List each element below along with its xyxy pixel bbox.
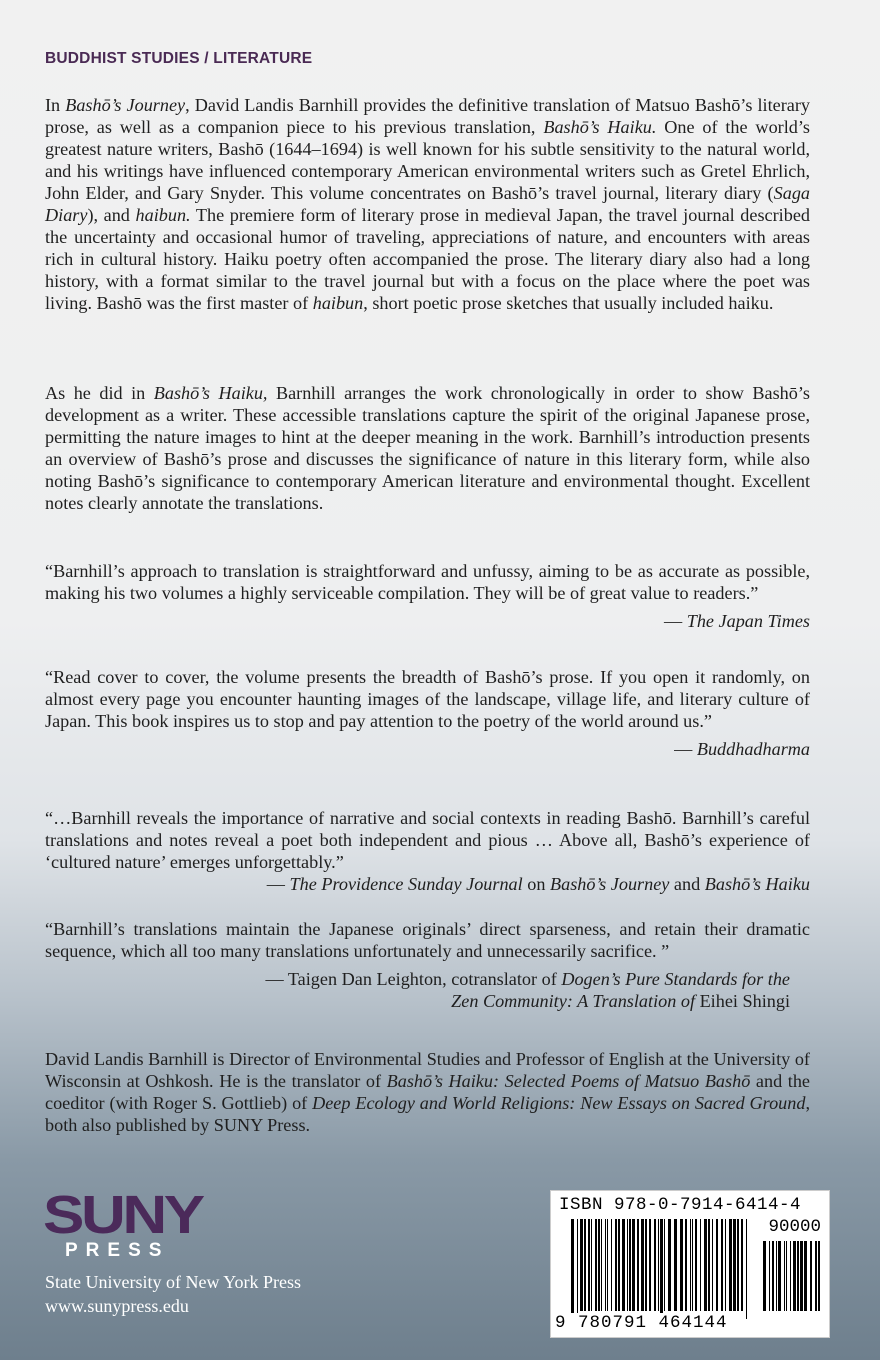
barcode-bar (804, 1241, 807, 1311)
barcode-bar (685, 1219, 687, 1311)
barcode-bar (622, 1219, 625, 1311)
barcode-bar (654, 1219, 656, 1311)
barcode-bar (649, 1219, 651, 1311)
barcode-bar (627, 1219, 628, 1311)
barcode-bar (793, 1241, 796, 1311)
suny-press-logo (43, 1185, 202, 1261)
barcode-bar (741, 1219, 743, 1311)
barcode-bar (763, 1241, 766, 1311)
isbn-barcode (550, 1190, 830, 1338)
press-logo-word: PRESS (65, 1240, 170, 1261)
barcode-bar (645, 1219, 647, 1311)
barcode-bar (611, 1219, 612, 1311)
quote-text: “Barnhill’s approach to translation is straightforward and unfussy, aiming to be as accurate as possible, making his two volumes a highly serviceable compilation. They will be of great value to readers.” (45, 561, 810, 603)
barcode-bar (708, 1219, 710, 1311)
barcode-bar (725, 1219, 726, 1311)
barcode-bar (746, 1219, 747, 1319)
barcode-bar (810, 1241, 812, 1311)
barcode-bar (695, 1219, 697, 1311)
review-quote-japan-times (45, 560, 810, 632)
isbn-label: ISBN 978-0-7914-6414-4 (559, 1195, 802, 1215)
review-quote-taigen-dan-leighton (45, 918, 810, 1012)
barcode-bar (584, 1219, 586, 1311)
barcode-bar (591, 1219, 592, 1311)
barcode-bar (784, 1241, 785, 1311)
barcode-bar (618, 1219, 620, 1311)
barcode-bar (721, 1219, 723, 1311)
barcode-bar (704, 1219, 707, 1311)
barcode-bar (818, 1241, 820, 1311)
barcode-bar (790, 1241, 791, 1311)
quote-attribution: — The Providence Sunday Journal on Bashō’s Journey and Bashō’s Haiku (266, 874, 810, 894)
barcode-bar (674, 1219, 677, 1311)
barcode-bar (637, 1219, 639, 1311)
barcode-bar (692, 1219, 693, 1311)
barcode-bar (660, 1219, 663, 1319)
description-paragraph-2: As he did in Bashō’s Haiku, Barnhill arranges the work chronologically in order to show Bashō’s development as a writer. These accessible translations capture the spirit of the original Japanese prose, permitting the nature images to hint at the deeper meaning in the work. Barnhill’s introduction presents an overview of Bashō’s prose and discusses the significance of nature in this literary form, while also noting Bashō’s significance to contemporary American literature and environmental thought. Excellent notes clearly annotate the translations. (45, 383, 810, 513)
quote-text: “Read cover to cover, the volume presents the breadth of Bashō’s prose. If you open it randomly, on almost every page you encounter haunting images of the landscape, village life, and literary culture of Japan. This book inspires us to stop and pay attention to the poetry of the world around us.” (45, 667, 810, 731)
barcode-bar (607, 1219, 608, 1311)
addon-barcode-bars (763, 1241, 821, 1319)
barcode-bar (800, 1241, 803, 1311)
author-bio-paragraph: David Landis Barnhill is Director of Environmental Studies and Professor of English at the University of Wisconsin at Oshkosh. He is the translator of Bashō’s Haiku: Selected Poems of Matsuo Bashō and the coeditor (with Roger S. Gottlieb) of Deep Ecology and World Religions: New Essays on Sacred Ground, both also published by SUNY Press. (45, 1049, 810, 1135)
review-quote-providence-journal (45, 807, 810, 895)
barcode-bar (772, 1241, 774, 1311)
barcode-bar (641, 1219, 644, 1311)
price-code: 90000 (768, 1217, 821, 1237)
barcode-bar (733, 1219, 736, 1311)
category-heading: BUDDHIST STUDIES / LITERATURE (45, 50, 313, 67)
barcode-bar (615, 1219, 617, 1311)
quote-text: “Barnhill’s translations maintain the Japanese originals’ direct sparseness, and retain their dramatic sequence, which all too many translations unfortunately and unnecessarily sacrifice. ” (45, 919, 810, 961)
ean-digits: 9 780791 464144 (555, 1313, 728, 1333)
barcode-bar (577, 1219, 578, 1319)
barcode-bar (700, 1219, 701, 1311)
barcode-bar (605, 1219, 606, 1311)
barcode-bar (595, 1219, 597, 1311)
quote-text: “…Barnhill reveals the importance of narrative and social contexts in reading Bashō. Barnhill’s careful translations and notes reveal a poet both independent and pious … Above all, Bashō’s experience of ‘cultured nature’ emerges unforgettably.” (45, 808, 810, 872)
quote-attribution: — Taigen Dan Leighton, cotranslator of Dogen’s Pure Standards for the Zen Community: A Translation of Eihei Shingi (265, 969, 790, 1011)
barcode-bar (729, 1219, 732, 1311)
ean-barcode-bars (571, 1219, 751, 1319)
barcode-bar (776, 1241, 777, 1311)
description-paragraph-1: In Bashō’s Journey, David Landis Barnhill provides the definitive translation of Matsuo Bashō’s literary prose, as well as a companion piece to his previous translation, Bashō’s Haiku. One of the world’s greatest nature writers, Bashō (1644–1694) is well known for his subtle sensitivity to the natural world, and his writings have influenced contemporary American environmental writers such as Gretel Ehrlich, John Elder, and Gary Snyder. This volume concentrates on Bashō’s travel journal, literary diary (Saga Diary), and haibun. The premiere form of literary prose in medieval Japan, the travel journal described the uncertainty and occasional humor of traveling, appreciations of nature, and encounters with areas rich in cultural history. Haiku poetry often accompanied the prose. The literary diary also had a long history, with a format similar to the travel journal but with a focus on the place where the poet was living. Bashō was the first master of haibun, short poetic prose sketches that usually included haiku. (45, 95, 811, 313)
barcode-bar (668, 1219, 671, 1311)
barcode-bar (658, 1219, 659, 1311)
publisher-name: State University of New York Press (45, 1272, 301, 1292)
barcode-bar (797, 1241, 799, 1311)
barcode-bar (716, 1219, 718, 1311)
barcode-bar (632, 1219, 635, 1311)
barcode-bar (690, 1219, 691, 1311)
barcode-bar (598, 1219, 600, 1311)
barcode-bar (786, 1241, 787, 1311)
quote-attribution: — The Japan Times (663, 611, 810, 631)
publisher-url[interactable]: www.sunypress.edu (45, 1296, 189, 1316)
barcode-bar (712, 1219, 713, 1311)
barcode-bar (769, 1241, 770, 1311)
barcode-bar (815, 1241, 817, 1311)
quote-attribution: — Buddhadharma (674, 739, 810, 759)
barcode-bar (580, 1219, 583, 1311)
barcode-bar (601, 1219, 602, 1311)
barcode-bar (737, 1219, 739, 1311)
barcode-bar (664, 1219, 665, 1311)
barcode-bar (680, 1219, 683, 1311)
barcode-bar (778, 1241, 781, 1311)
review-quote-buddhadharma (45, 666, 810, 760)
barcode-bar (588, 1219, 590, 1311)
suny-logo-word: SUNY (43, 1185, 202, 1245)
barcode-bar (629, 1219, 631, 1311)
barcode-bar (571, 1219, 574, 1319)
